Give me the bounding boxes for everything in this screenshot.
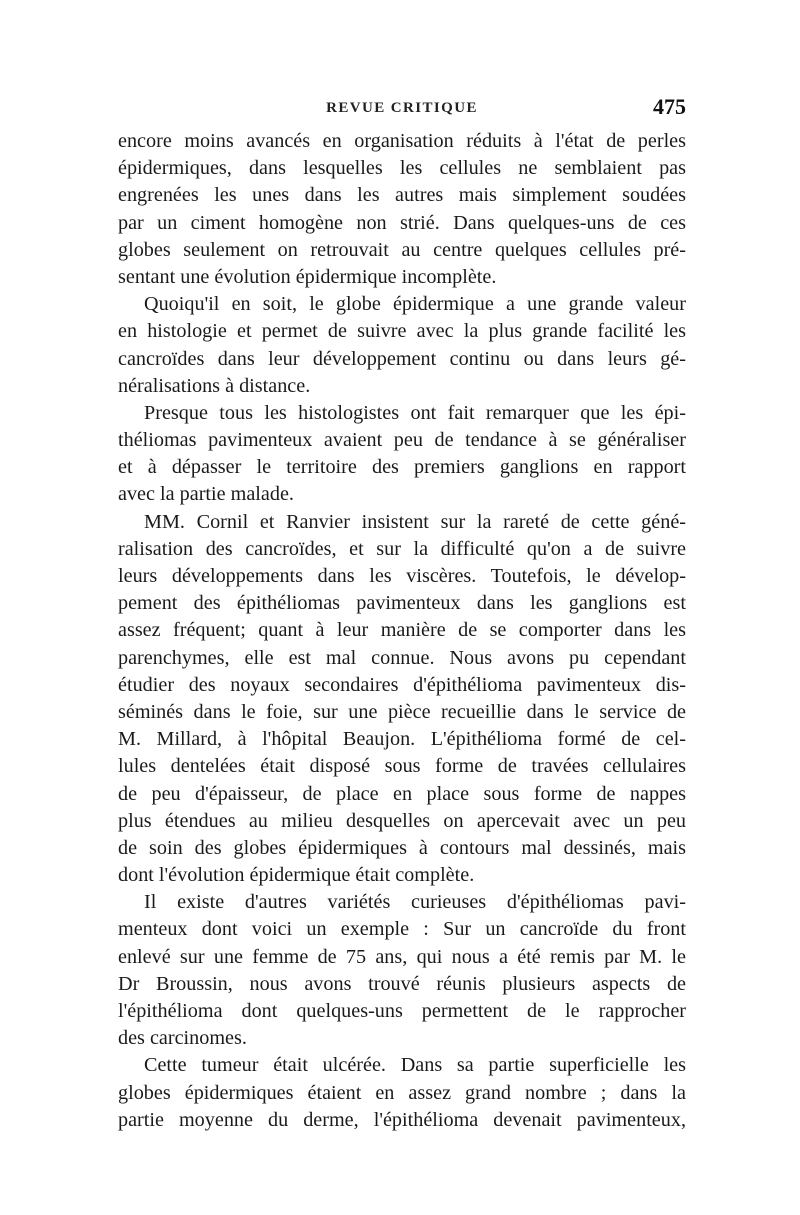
text-line: ralisation des cancroïdes, et sur la difficulté qu'on a de suivre: [118, 537, 686, 560]
text-line: séminés dans le foie, sur une pièce recueillie dans le service de: [118, 700, 686, 723]
text-line: sentant une évolution épidermique incomplète.: [118, 265, 497, 288]
text-line: avec la partie malade.: [118, 483, 294, 506]
text-line: de soin des globes épidermiques à contours mal dessinés, mais: [118, 836, 686, 859]
text-line: MM. Cornil et Ranvier insistent sur la rareté de cette géné-: [144, 510, 686, 533]
text-line: en histologie et permet de suivre avec la plus grande facilité les: [118, 320, 686, 343]
text-line: Presque tous les histologistes ont fait remarquer que les épi-: [144, 401, 686, 424]
text-line: menteux dont voici un exemple : Sur un cancroïde du front: [118, 918, 686, 941]
text-line: théliomas pavimenteux avaient peu de tendance à se généraliser: [118, 429, 686, 452]
text-line: assez fréquent; quant à leur manière de se comporter dans les: [118, 619, 686, 642]
text-line: épidermiques, dans lesquelles les cellules ne semblaient pas: [118, 157, 686, 180]
text-line: Il existe d'autres variétés curieuses d'épithéliomas pavi-: [144, 891, 686, 914]
text-line: néralisations à distance.: [118, 374, 311, 397]
text-line: enlevé sur une femme de 75 ans, qui nous a été remis par M. le: [118, 945, 686, 968]
text-line: dont l'évolution épidermique était complète.: [118, 864, 475, 887]
text-line: engrenées les unes dans les autres mais simplement soudées: [118, 184, 686, 207]
text-line: globes épidermiques étaient en assez grand nombre ; dans la: [118, 1081, 686, 1104]
text-line: Quoiqu'il en soit, le globe épidermique a une grande valeur: [144, 293, 686, 316]
text-line: l'épithélioma dont quelques-uns permettent de le rapprocher: [118, 1000, 686, 1022]
running-head: [118, 96, 686, 120]
text-line: pement des épithéliomas pavimenteux dans les ganglions est: [118, 592, 686, 615]
text-line: par un ciment homogène non strié. Dans quelques-uns de ces: [118, 211, 686, 234]
running-title: REVUE CRITIQUE: [326, 100, 478, 116]
page-number: 475: [653, 94, 686, 119]
text-line: M. Millard, à l'hôpital Beaujon. L'épithélioma formé de cel-: [118, 728, 686, 751]
body-text: [118, 128, 686, 1134]
text-line: globes seulement on retrouvait au centre quelques cellules pré-: [118, 238, 686, 261]
text-line: partie moyenne du derme, l'épithélioma devenait pavimenteux,: [118, 1108, 686, 1131]
text-line: des carcinomes.: [118, 1027, 247, 1050]
text-line: et à dépasser le territoire des premiers ganglions en rapport: [118, 456, 686, 479]
text-line: encore moins avancés en organisation réduits à l'état de perles: [118, 130, 686, 152]
text-line: étudier des noyaux secondaires d'épithélioma pavimenteux dis-: [118, 673, 686, 696]
text-line: cancroïdes dans leur développement continu ou dans leurs gé-: [118, 347, 686, 370]
text-line: parenchymes, elle est mal connue. Nous avons pu cependant: [118, 646, 686, 669]
text-line: de peu d'épaisseur, de place en place sous forme de nappes: [118, 782, 686, 805]
text-line: plus étendues au milieu desquelles on apercevait avec un peu: [118, 809, 686, 832]
text-line: leurs développements dans les viscères. Toutefois, le dévelop-: [118, 565, 686, 587]
text-line: Cette tumeur était ulcérée. Dans sa partie superficielle les: [144, 1054, 686, 1077]
text-line: Dr Broussin, nous avons trouvé réunis plusieurs aspects de: [118, 972, 686, 995]
text-line: lules dentelées était disposé sous forme de travées cellulaires: [118, 755, 686, 778]
